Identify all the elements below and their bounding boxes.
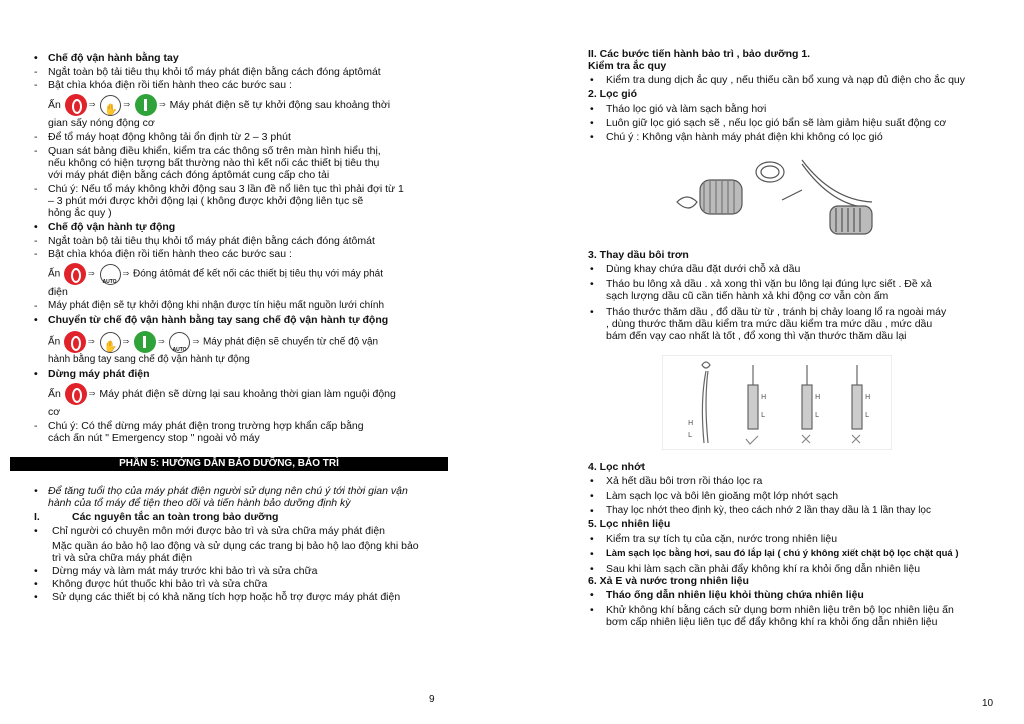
manual-step-icons: Ấn ⇒ ✋ ⇒ ⇒ Máy phát điện sẽ tự khởi động sau khoảng thời <box>48 93 390 117</box>
page-number: 10 <box>982 698 994 709</box>
arrow-icon: ⇒ <box>122 269 130 278</box>
arrow-icon: ⇒ <box>88 389 96 399</box>
start-button-icon <box>134 331 156 353</box>
manual-mode-icon <box>100 332 121 353</box>
right-page: II. Các bước tiến hành bảo trì , bảo dưỡng 1. Kiểm tra ắc quy • Kiểm tra dung dịch ắc quy , nếu thiếu cần bổ xung và nạp đủ điện cho ắc quy 2. Lọc gió • Tháo lọc gió và làm sạch bằng hơi • Luôn giữ lọc gió sạch sẽ , nếu lọc gió bẩn sẽ làm giảm hiệu suất động cơ • Chú ý : Không vận hành máy phát điện khi không có lọc gió 3. Thay dầu bôi trơn • Dùng khay chứa dầu đặt dưới chỗ xả dầu • Tháo bu lông xả dầu . xả xong thì vặn bu lông lại đúng lực siết . Đề xả sạch lượng dầu cũ cần tiến hành xả khi động cơ vẫn còn ấm • Tháo thước thăm dầu , đổ dầu từ từ , tránh bị chảy loang lổ ra ngoài máy , dùng thước thăm dầu kiểm tra mức dầu kiểm tra mức dầu , mức dầu bám đến vạy cao nhất là tốt , đổ xong thì vặn thước thăm dầu lại H L H L H L H L 4. Lọc nhớt • Xả hết dầu bôi trơn rồi tháo lọc ra • Làm sạch lọc và bôi lên gioăng một lớp nhớt sạch • Thay lọc nhớt theo định kỳ, theo cách nhớ 2 lần thay dầu là 1 lần thay lọc 5. Lọc nhiên liệu • Kiểm tra sự tích tụ của cặn, nước trong nhiên liệu • Làm sạch lọc bằng hơi, sau đó lắp lại ( chú ý không xiết chặt bộ lọc chặt quá ) • Sau khi làm sạch cần phải đẩy không khí ra khỏi ống dẫn nhiên liệu 6. Xả E và nước trong nhiên liệu • Tháo ống dẫn nhiên liệu khỏi thùng chứa nhiên liệu • Khử không khí bằng cách sử dụng bơm nhiên liệu trên bộ lọc nhiên liệu ấn bơm cấp nhiên liệu liên tục để đẩy không khí ra khỏi ống dẫn nhiên liệu 10 <box>588 48 994 709</box>
arrow-icon: ⇒ <box>88 337 95 346</box>
section-heading: II. Các bước tiến hành bảo trì , bảo dưỡng 1. <box>588 48 811 60</box>
switch-mode-heading: Chuyển từ chế độ vận hành bằng tay sang chế độ vận hành tự động <box>48 314 389 326</box>
switch-step-icons: Ấn ⇒ ✋ ⇒ ⇒ AUTO ⇒ Máy phát điện sẽ chuyển từ chế độ vận <box>48 330 378 355</box>
off-button-icon <box>65 94 87 116</box>
arrow-icon: ⇒ <box>88 269 95 278</box>
section-heading: Các nguyên tắc an toàn trong bảo dưỡng <box>72 511 279 523</box>
off-button-icon <box>64 331 86 353</box>
auto-mode-icon <box>100 264 121 285</box>
dipstick-label-h: H <box>688 419 694 427</box>
auto-mode-heading: Chế độ vận hành tự động <box>48 221 176 233</box>
manual-mode-icon <box>100 95 121 116</box>
arrow-icon: ⇒ <box>122 337 130 346</box>
dipstick-illustration <box>662 355 892 450</box>
stop-step-icons: Ấn ⇒ Máy phát điện sẽ dừng lại sau khoảng thời gian làm nguội động <box>48 382 396 406</box>
dipstick-label-h: H <box>865 393 871 401</box>
arrow-icon: ⇒ <box>88 100 96 110</box>
dipstick-label-h: H <box>815 393 821 401</box>
manual-mode-heading: Chế độ vận hành bằng tay <box>48 52 179 64</box>
start-button-icon <box>135 94 157 116</box>
stop-heading: Dừng máy phát điện <box>48 368 150 380</box>
dipstick-label-l: L <box>761 411 765 419</box>
dipstick-label-l: L <box>688 431 692 439</box>
section-banner: PHẦN 5: HƯỚNG DẪN BẢO DƯỠNG, BẢO TRÌ <box>10 457 448 471</box>
dipstick-label-h: H <box>761 393 767 401</box>
auto-mode-icon <box>169 332 190 353</box>
arrow-icon: ⇒ <box>159 100 166 110</box>
arrow-icon: ⇒ <box>123 100 131 110</box>
dipstick-label-l: L <box>865 411 869 419</box>
page-number: 9 <box>429 694 435 705</box>
bullet: • <box>34 52 38 64</box>
auto-step-icons: Ấn ⇒ AUTO ⇒ Đóng átômát để kết nối các thiết bị tiêu thụ với máy phát <box>48 262 383 287</box>
left-page: • Chế độ vận hành bằng tay - Ngắt toàn bộ tải tiêu thụ khỏi tổ máy phát điện bằng cách đóng áptômát - Bật chìa khóa điện rồi tiến hành theo các bước sau : Ấn ⇒ ✋ ⇒ ⇒ Máy phát điện sẽ tự khởi động sau khoảng thời gian sấy nóng động cơ - Để tổ máy hoạt động không tải ổn định từ 2 – 3 phút - Quan sát bảng điều khiển, kiểm tra các thông số trên màn hình hiểu thị, nếu không có hiện tượng bất thường nào thì kết nối các thiết bị tiêu thụ với máy phát điện bằng cách đóng áptômát cung cấp cho tải - Chú ý: Nếu tổ máy không khởi động sau 3 lần đề nổ liên tục thì phải đợi từ 1 – 3 phút mới được khởi động lại ( không được khởi động liên tục sẽ hỏng ắc quy ) • Chế độ vận hành tự động - Ngắt toàn bộ tải tiêu thụ khỏi tổ máy phát điện bằng cách đóng átômát - Bật chìa khóa điện rồi tiến hành theo các bước sau : Ấn ⇒ AUTO ⇒ Đóng átômát để kết nối các thiết bị tiêu thụ với máy phát điện - Máy phát điện sẽ tự khởi động khi nhận được tín hiệu mất nguồn lưới chính • Chuyển từ chế độ vận hành bằng tay sang chế độ vận hành tự động Ấn ⇒ ✋ ⇒ ⇒ AUTO ⇒ Máy phát điện sẽ chuyển từ chế độ vận hành bằng tay sang chế độ vận hành tự động • Dừng máy phát điện Ấn ⇒ Máy phát điện sẽ dừng lại sau khoảng thời gian làm nguội động cơ - Chú ý: Có thể dừng máy phát điện trong trường hợp khẩn cấp bằng cách ấn nút " Emergency stop " ngoài vỏ máy PHẦN 5: HƯỚNG DẪN BẢO DƯỠNG, BẢO TRÌ • Để tăng tuổi thọ của máy phát điện người sử dụng nên chú ý tới thời gian vận hành của tổ máy để tiện theo dõi và tiến hành bảo dưỡng định kỳ I. Các nguyên tắc an toàn trong bảo dưỡng • Chỉ người có chuyên môn mới được bảo trì và sửa chữa máy phát điện Mặc quần áo bảo hộ lao động và sử dụng các trang bị bảo hộ lao động khi bảo trì và sửa chữa máy phát điện • Dừng máy và làm mát máy trước khi bảo trì và sửa chữa • Không được hút thuốc khi bảo trì và sửa chữa • Sử dụng các thiết bị có khả năng tích hợp hoặc hỗ trợ được máy phát điện 9 <box>0 0 512 724</box>
arrow-icon: ⇒ <box>157 337 165 346</box>
air-filter-illustration <box>652 150 892 240</box>
off-button-icon <box>65 383 87 405</box>
off-button-icon <box>64 263 86 285</box>
arrow-icon: ⇒ <box>192 337 200 346</box>
dipstick-label-l: L <box>815 411 819 419</box>
